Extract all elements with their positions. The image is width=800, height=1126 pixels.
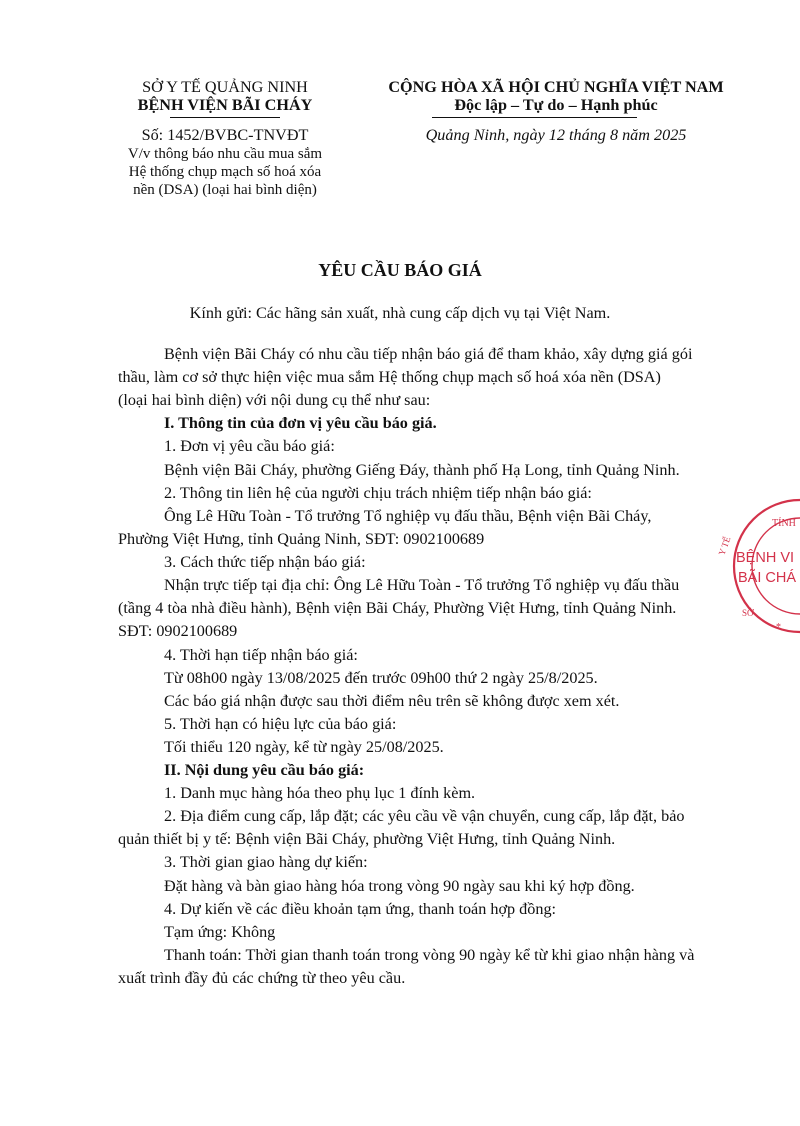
body-line-13: 4. Thời hạn tiếp nhận báo giá:	[164, 646, 358, 664]
section-heading-1: I. Thông tin của đơn vị yêu cầu báo giá.	[164, 414, 437, 432]
body-line-1: thầu, làm cơ sở thực hiện việc mua sắm Hệ thống chụp mạch số hoá xóa nền (DSA)	[118, 368, 661, 386]
body-line-9: 3. Cách thức tiếp nhận báo giá:	[164, 553, 366, 571]
body-line-12: SĐT: 0902100689	[118, 622, 238, 640]
body-line-16: 5. Thời hạn có hiệu lực của báo giá:	[164, 715, 397, 733]
doc-number: Số: 1452/BVBC-TNVĐT	[141, 126, 309, 144]
document-title: YÊU CẦU BÁO GIÁ	[318, 260, 482, 280]
body-line-20: 2. Địa điểm cung cấp, lắp đặt; các yêu cầu về vận chuyển, cung cấp, lắp đặt, bảo	[164, 807, 685, 825]
body-line-19: 1. Danh mục hàng hóa theo phụ lục 1 đính kèm.	[164, 784, 476, 802]
stamp-line-2: BÃI CHÁ	[738, 570, 797, 586]
body-line-26: Thanh toán: Thời gian thanh toán trong vòng 90 ngày kể từ khi giao nhận hàng và	[164, 946, 695, 964]
place-date: Quảng Ninh, ngày 12 tháng 8 năm 2025	[425, 126, 687, 144]
body-line-0: Bệnh viện Bãi Cháy có nhu cầu tiếp nhận báo giá để tham khảo, xây dựng giá gói	[164, 345, 693, 363]
doc-subject: V/v thông báo nhu cầu mua sắm Hệ thống chụp mạch số hoá xóa nền (DSA) (loại hai bình diện)	[127, 146, 323, 198]
body-line-6: 2. Thông tin liên hệ của người chịu trách nhiệm tiếp nhận báo giá:	[164, 484, 592, 502]
section-heading-2: II. Nội dung yêu cầu báo giá:	[164, 761, 365, 779]
org-name: BỆNH VIỆN BÃI CHÁY	[137, 96, 313, 114]
body-line-21: quản thiết bị y tế: Bệnh viện Bãi Cháy, phường Việt Hưng, tỉnh Quảng Ninh.	[118, 830, 616, 848]
body-line-23: Đặt hàng và bàn giao hàng hóa trong vòng 90 ngày sau khi ký hợp đồng.	[164, 877, 635, 895]
body-line-10: Nhận trực tiếp tại địa chỉ: Ông Lê Hữu Toàn - Tổ trưởng Tổ nghiệp vụ đấu thầu	[164, 576, 680, 594]
recipient: Kính gửi: Các hãng sản xuất, nhà cung cấp dịch vụ tại Việt Nam.	[189, 304, 611, 322]
body-line-25: Tạm ứng: Không	[164, 923, 276, 941]
body-line-22: 3. Thời gian giao hàng dự kiến:	[164, 853, 368, 871]
org-parent: SỞ Y TẾ QUẢNG NINH	[142, 78, 308, 96]
body-line-11: (tầng 4 tòa nhà điều hành), Bệnh viện Bãi Cháy, Phường Việt Hưng, tỉnh Quảng Ninh.	[118, 599, 677, 617]
stamp-arc-left: Y TẾ	[716, 535, 733, 557]
body-line-24: 4. Dự kiến về các điều khoản tạm ứng, thanh toán hợp đồng:	[164, 900, 557, 918]
motto: Độc lập – Tự do – Hạnh phúc	[454, 96, 658, 114]
stamp-inner-ring	[752, 518, 800, 614]
body-line-8: Phường Việt Hưng, tỉnh Quảng Ninh, SĐT: 0902100689	[118, 530, 485, 548]
body-line-4: 1. Đơn vị yêu cầu báo giá:	[164, 437, 335, 455]
stamp-arc-top: TỈNH	[772, 518, 796, 529]
motto-underline	[432, 117, 637, 118]
country-name: CỘNG HÒA XÃ HỘI CHỦ NGHĨA VIỆT NAM	[388, 78, 724, 96]
official-stamp	[716, 496, 800, 636]
body-line-14: Từ 08h00 ngày 13/08/2025 đến trước 09h00 thứ 2 ngày 25/8/2025.	[164, 669, 598, 687]
body-line-27: xuất trình đầy đủ các chứng từ theo yêu cầu.	[118, 969, 406, 987]
body-line-7: Ông Lê Hữu Toàn - Tổ trưởng Tổ nghiệp vụ đấu thầu, Bệnh viện Bãi Cháy,	[164, 507, 652, 525]
body-line-5: Bệnh viện Bãi Cháy, phường Giếng Đáy, thành phố Hạ Long, tỉnh Quảng Ninh.	[164, 461, 680, 479]
stamp-line-1: BỆNH VI	[736, 550, 795, 566]
stamp-star-icon: *	[776, 622, 781, 633]
stamp-arc-bottom: SỞ	[742, 608, 754, 618]
body-line-17: Tối thiểu 120 ngày, kể từ ngày 25/08/2025.	[164, 738, 444, 756]
body-line-15: Các báo giá nhận được sau thời điểm nêu trên sẽ không được xem xét.	[164, 692, 620, 710]
body-line-2: (loại hai bình diện) với nội dung cụ thể như sau:	[118, 391, 431, 409]
org-underline	[170, 117, 280, 118]
